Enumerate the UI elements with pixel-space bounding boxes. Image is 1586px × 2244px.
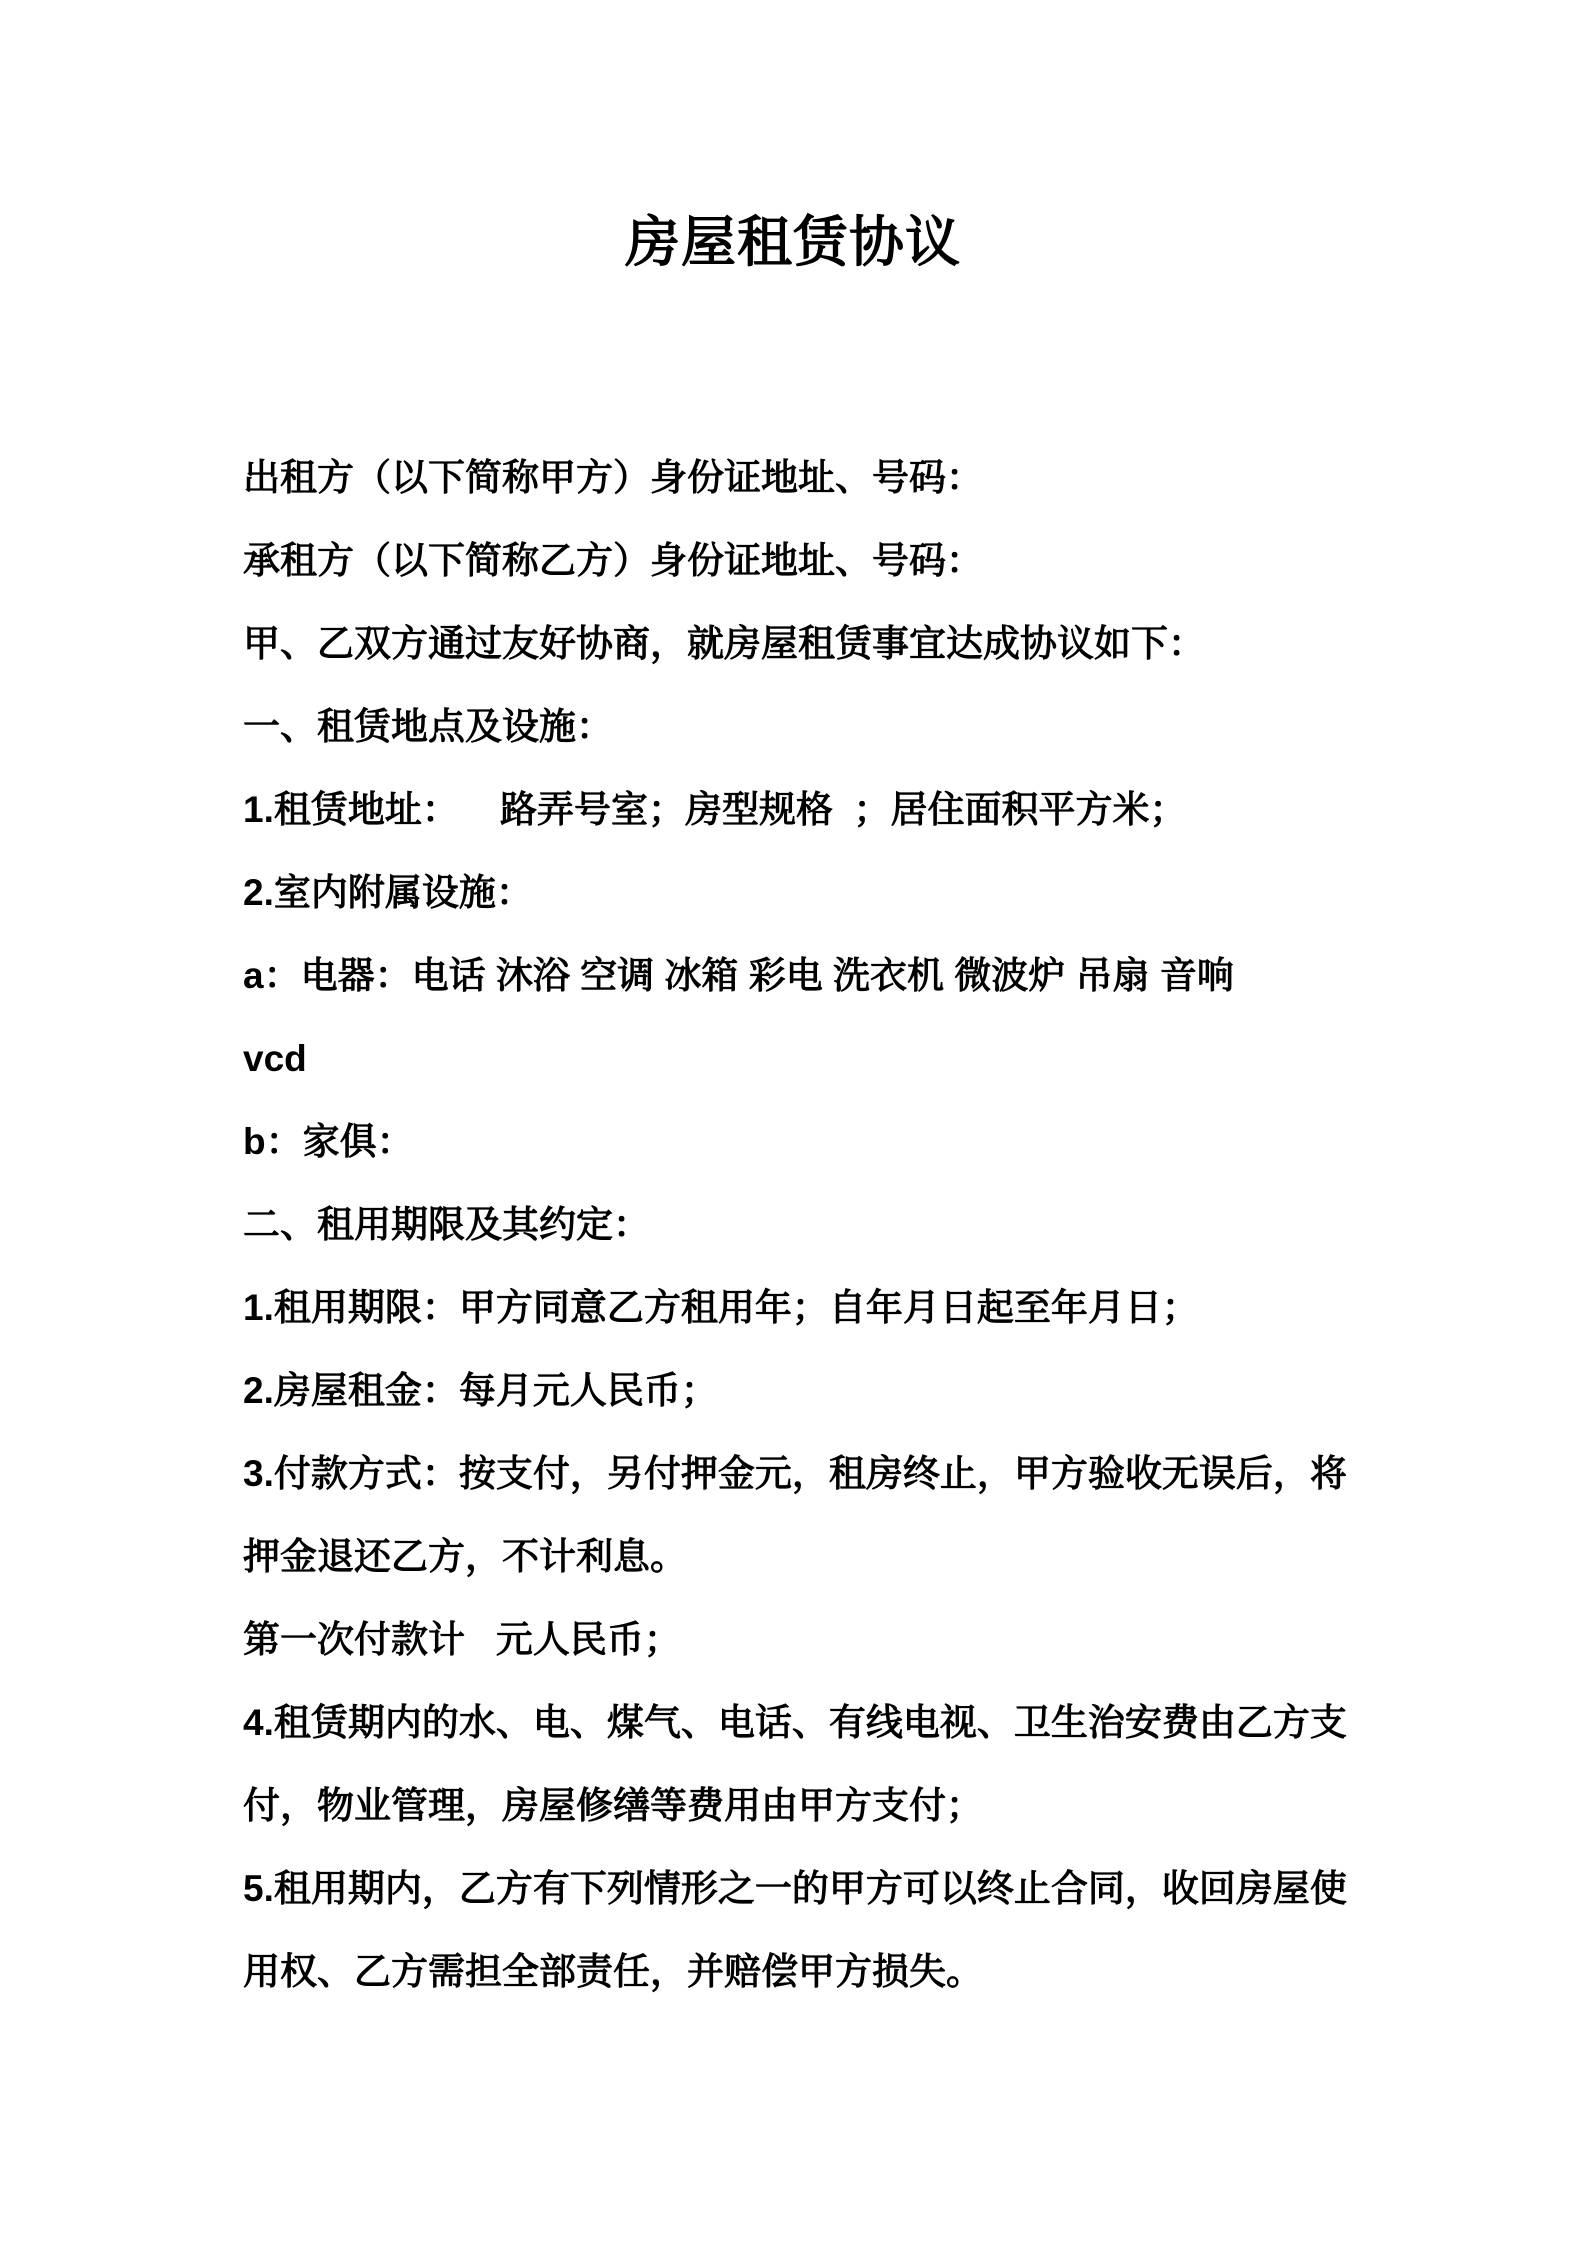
- paragraph-line-payment-1: 3.付款方式：按支付，另付押金元，租房终止，甲方验收无误后，将: [243, 1453, 1347, 1494]
- paragraph-line-term: 1.租用期限：甲方同意乙方租用年；自年月日起至年月日；: [243, 1287, 1199, 1328]
- paragraph-line-utilities-2: 付，物业管理，房屋修缮等费用由甲方支付；: [243, 1785, 983, 1826]
- paragraph-line-termination-2: 用权、乙方需担全部责任，并赔偿甲方损失。: [243, 1951, 983, 1992]
- paragraph-line-utilities-1: 4.租赁期内的水、电、煤气、电话、有线电视、卫生治安费由乙方支: [243, 1702, 1347, 1743]
- paragraph-line-first-payment: 第一次付款计 元人民币；: [243, 1619, 681, 1660]
- section-heading-1: 一、租赁地点及设施：: [243, 706, 613, 747]
- document-title: 房屋租赁协议: [624, 211, 961, 273]
- paragraph-line-furniture: b：家俱：: [243, 1121, 414, 1162]
- paragraph-line-termination-1: 5.租用期内，乙方有下列情形之一的甲方可以终止合同，收回房屋使: [243, 1868, 1347, 1909]
- paragraph-line-lessee: 承租方（以下简称乙方）身份证地址、号码：: [243, 540, 983, 581]
- paragraph-line-appliances: a：电器：电话 沐浴 空调 冰箱 彩电 洗衣机 微波炉 吊扇 音响: [243, 955, 1234, 996]
- paragraph-line-preamble: 甲、乙双方通过友好协商，就房屋租赁事宜达成协议如下：: [243, 623, 1205, 664]
- document-body: [243, 436, 1359, 2013]
- paragraph-line-vcd: vcd: [243, 1038, 307, 1079]
- paragraph-line-address: 1.租赁地址： 路弄号室；房型规格 ；居住面积平方米；: [243, 789, 1187, 830]
- paragraph-line-facilities: 2.室内附属设施：: [243, 872, 533, 913]
- paragraph-line-lessor: 出租方（以下简称甲方）身份证地址、号码：: [243, 457, 983, 498]
- paragraph-line-payment-2: 押金退还乙方，不计利息。: [243, 1536, 687, 1577]
- section-heading-2: 二、租用期限及其约定：: [243, 1204, 650, 1245]
- paragraph-line-rent: 2.房屋租金：每月元人民币；: [243, 1370, 718, 1411]
